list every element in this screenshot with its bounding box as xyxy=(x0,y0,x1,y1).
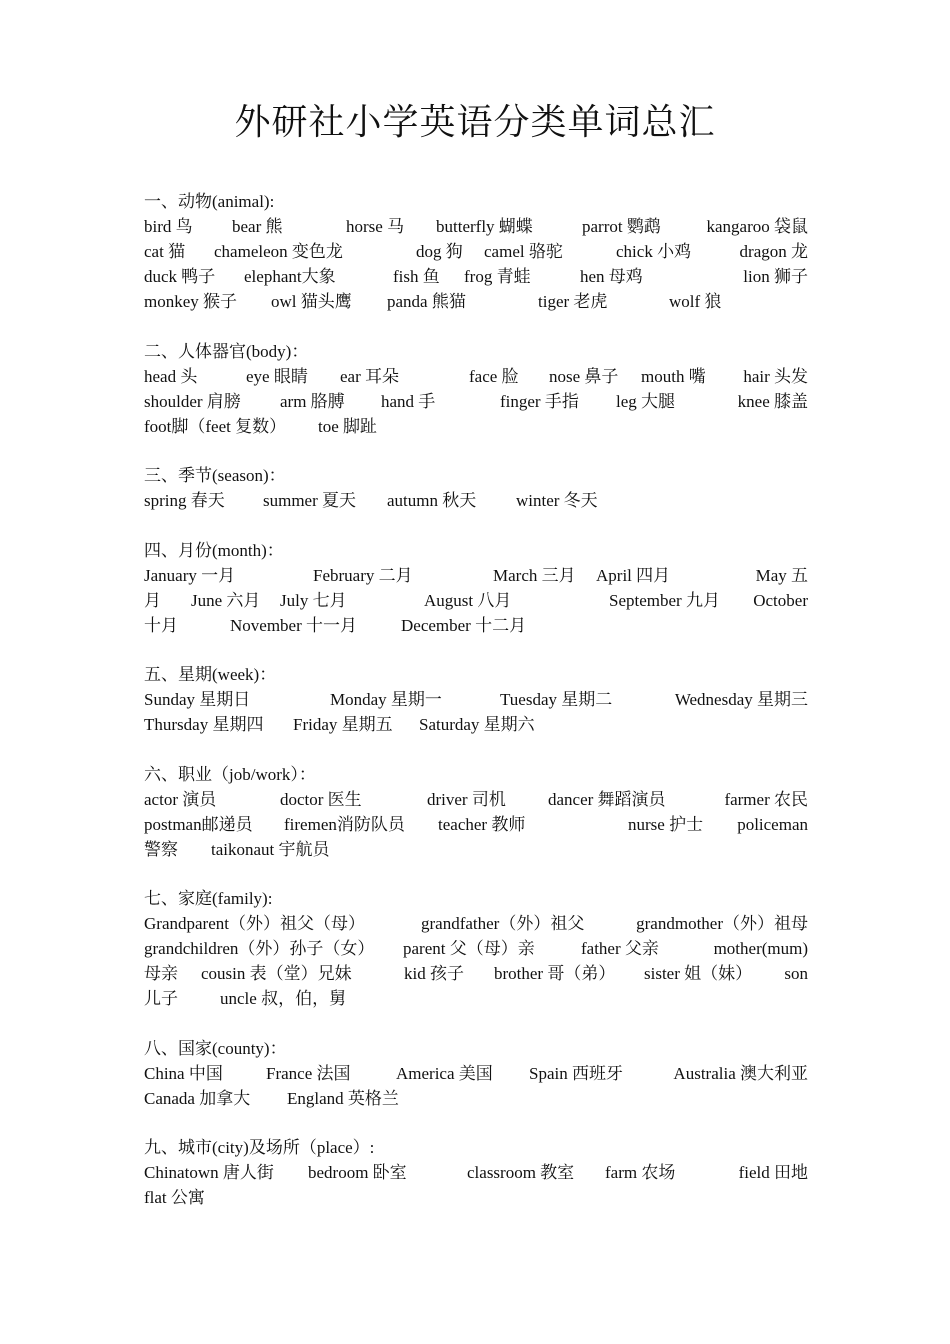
word-entry: mouth 嘴 xyxy=(641,367,706,386)
word-row xyxy=(144,488,808,513)
word-row xyxy=(144,364,808,389)
section-heading: 七、家庭(family): xyxy=(144,889,273,908)
word-entry: July 七月 xyxy=(280,591,347,610)
word-entry: 月 xyxy=(144,591,161,610)
word-entry: leg 大腿 xyxy=(616,392,676,411)
word-entry: summer 夏天 xyxy=(263,491,357,510)
word-entry: elephant大象 xyxy=(244,267,336,286)
word-row xyxy=(144,1160,808,1185)
word-entry: grandfather（外）祖父 xyxy=(421,914,585,933)
word-row xyxy=(144,837,808,862)
word-entry: classroom 教室 xyxy=(467,1163,575,1182)
word-entry: spring 春天 xyxy=(144,491,225,510)
word-entry: butterfly 蝴蝶 xyxy=(436,217,533,236)
word-entry: eye 眼睛 xyxy=(246,367,308,386)
word-entry: arm 胳膊 xyxy=(280,392,345,411)
section-countries xyxy=(144,1036,808,1111)
word-entry: nose 鼻子 xyxy=(549,367,619,386)
word-entry: flat 公寓 xyxy=(144,1188,205,1207)
word-entry: duck 鸭子 xyxy=(144,267,216,286)
word-entry: England 英格兰 xyxy=(287,1089,399,1108)
word-entry: Tuesday 星期二 xyxy=(500,690,613,709)
section-heading: 四、月份(month)： xyxy=(144,541,284,560)
word-entry: farmer 农民 xyxy=(724,790,808,809)
word-entry: teacher 教师 xyxy=(438,815,526,834)
word-entry: firemen消防队员 xyxy=(284,815,405,834)
word-entry: winter 冬天 xyxy=(516,491,598,510)
word-entry: October xyxy=(753,591,808,610)
word-entry: Wednesday 星期三 xyxy=(674,690,808,709)
word-entry: Saturday 星期六 xyxy=(419,715,535,734)
word-row xyxy=(144,1061,808,1086)
section-jobs xyxy=(144,762,808,862)
word-entry: chameleon 变色龙 xyxy=(214,242,343,261)
word-row xyxy=(144,986,808,1011)
word-row xyxy=(144,214,808,239)
word-row xyxy=(144,613,808,638)
word-entry: bird 鸟 xyxy=(144,217,193,236)
word-entry: toe 脚趾 xyxy=(318,417,378,436)
section-week xyxy=(144,662,808,737)
word-entry: brother 哥（弟） xyxy=(494,964,616,983)
word-entry: frog 青蛙 xyxy=(464,267,531,286)
word-row xyxy=(144,588,808,613)
word-row xyxy=(144,563,808,588)
section-months xyxy=(144,538,808,638)
word-entry: lion 狮子 xyxy=(743,267,808,286)
word-entry: December 十二月 xyxy=(401,616,527,635)
word-entry: 母亲 xyxy=(144,964,178,983)
word-entry: field 田地 xyxy=(738,1163,808,1182)
word-entry: postman邮递员 xyxy=(144,815,253,834)
word-entry: taikonaut 宇航员 xyxy=(211,840,330,859)
word-entry: camel 骆驼 xyxy=(484,242,563,261)
word-entry: sister 姐（妹） xyxy=(644,964,753,983)
word-entry: May 五 xyxy=(755,566,808,585)
word-entry: China 中国 xyxy=(144,1064,223,1083)
section-animals xyxy=(144,189,808,314)
word-entry: ear 耳朵 xyxy=(340,367,400,386)
word-row xyxy=(144,389,808,414)
word-entry: Thursday 星期四 xyxy=(144,715,264,734)
word-entry: Chinatown 唐人街 xyxy=(144,1163,274,1182)
word-entry: November 十一月 xyxy=(230,616,358,635)
word-row xyxy=(144,812,808,837)
word-entry: dragon 龙 xyxy=(739,242,808,261)
word-entry: mother(mum) xyxy=(713,939,808,958)
word-entry: America 美国 xyxy=(396,1064,493,1083)
word-row xyxy=(144,289,808,314)
word-entry: grandmother（外）祖母 xyxy=(636,914,808,933)
section-heading: 五、星期(week)： xyxy=(144,665,277,684)
word-row xyxy=(144,1086,808,1111)
word-entry: son xyxy=(784,964,808,983)
word-entry: 儿子 xyxy=(144,989,178,1008)
word-entry: grandchildren（外）孙子（女） xyxy=(144,939,375,958)
section-heading: 六、职业（job/work）： xyxy=(144,765,316,784)
word-row xyxy=(144,936,808,961)
word-entry: September 九月 xyxy=(609,591,720,610)
word-entry: panda 熊猫 xyxy=(387,292,466,311)
section-body xyxy=(144,339,808,439)
word-entry: February 二月 xyxy=(313,566,413,585)
word-entry: Spain 西班牙 xyxy=(529,1064,623,1083)
word-entry: parent 父（母）亲 xyxy=(403,939,535,958)
word-entry: chick 小鸡 xyxy=(616,242,692,261)
word-entry: hen 母鸡 xyxy=(580,267,643,286)
word-entry: doctor 医生 xyxy=(280,790,362,809)
word-entry: farm 农场 xyxy=(605,1163,676,1182)
word-entry: bedroom 卧室 xyxy=(308,1163,407,1182)
word-entry: wolf 狼 xyxy=(669,292,722,311)
word-row xyxy=(144,787,808,812)
word-entry: Canada 加拿大 xyxy=(144,1089,251,1108)
word-entry: Australia 澳大利亚 xyxy=(673,1064,808,1083)
word-row xyxy=(144,712,808,737)
word-entry: fish 鱼 xyxy=(393,267,440,286)
word-row xyxy=(144,264,808,289)
section-places xyxy=(144,1135,808,1210)
word-entry: dog 狗 xyxy=(416,242,463,261)
word-row xyxy=(144,239,808,264)
section-heading: 二、人体器官(body)： xyxy=(144,342,309,361)
word-entry: parrot 鹦鹉 xyxy=(582,217,661,236)
section-family xyxy=(144,886,808,1011)
word-entry: 警察 xyxy=(144,840,178,859)
word-entry: uncle 叔，伯，舅 xyxy=(220,989,347,1008)
word-entry: policeman xyxy=(737,815,808,834)
word-entry: horse 马 xyxy=(346,217,405,236)
word-row xyxy=(144,687,808,712)
word-entry: head 头 xyxy=(144,367,198,386)
word-entry: April 四月 xyxy=(596,566,671,585)
word-entry: cat 猫 xyxy=(144,242,186,261)
word-entry: driver 司机 xyxy=(427,790,506,809)
word-entry: 十月 xyxy=(144,616,178,635)
section-heading: 九、城市(city)及场所（place）: xyxy=(144,1138,375,1157)
word-entry: Sunday 星期日 xyxy=(144,690,251,709)
word-row xyxy=(144,911,808,936)
word-entry: hand 手 xyxy=(381,392,436,411)
section-heading: 三、季节(season)： xyxy=(144,466,286,485)
word-entry: Friday 星期五 xyxy=(293,715,393,734)
word-entry: owl 猫头鹰 xyxy=(271,292,352,311)
word-entry: knee 膝盖 xyxy=(737,392,808,411)
word-entry: tiger 老虎 xyxy=(538,292,608,311)
word-entry: France 法国 xyxy=(266,1064,351,1083)
word-entry: autumn 秋天 xyxy=(387,491,477,510)
section-heading: 八、国家(county)： xyxy=(144,1039,287,1058)
section-heading: 一、动物(animal): xyxy=(144,192,275,211)
word-entry: kid 孩子 xyxy=(404,964,464,983)
section-seasons xyxy=(144,463,808,513)
word-row xyxy=(144,1185,808,1210)
word-entry: monkey 猴子 xyxy=(144,292,238,311)
word-entry: Monday 星期一 xyxy=(330,690,442,709)
word-entry: nurse 护士 xyxy=(628,815,704,834)
word-entry: father 父亲 xyxy=(581,939,659,958)
page-title: 外研社小学英语分类单词总汇 xyxy=(234,102,716,142)
word-entry: Grandparent（外）祖父（母） xyxy=(144,914,365,933)
word-entry: finger 手指 xyxy=(500,392,579,411)
word-entry: face 脸 xyxy=(469,367,519,386)
word-row xyxy=(144,961,808,986)
word-entry: hair 头发 xyxy=(743,367,808,386)
word-entry: kangaroo 袋鼠 xyxy=(706,217,808,236)
word-entry: January 一月 xyxy=(144,566,236,585)
word-entry: shoulder 肩膀 xyxy=(144,392,241,411)
word-entry: bear 熊 xyxy=(232,217,283,236)
word-entry: dancer 舞蹈演员 xyxy=(548,790,666,809)
word-entry: actor 演员 xyxy=(144,790,217,809)
word-entry: foot脚（feet 复数） xyxy=(144,417,287,436)
word-row xyxy=(144,414,808,439)
word-entry: cousin 表（堂）兄妹 xyxy=(201,964,352,983)
word-entry: August 八月 xyxy=(424,591,512,610)
word-entry: March 三月 xyxy=(493,566,576,585)
word-entry: June 六月 xyxy=(191,591,261,610)
